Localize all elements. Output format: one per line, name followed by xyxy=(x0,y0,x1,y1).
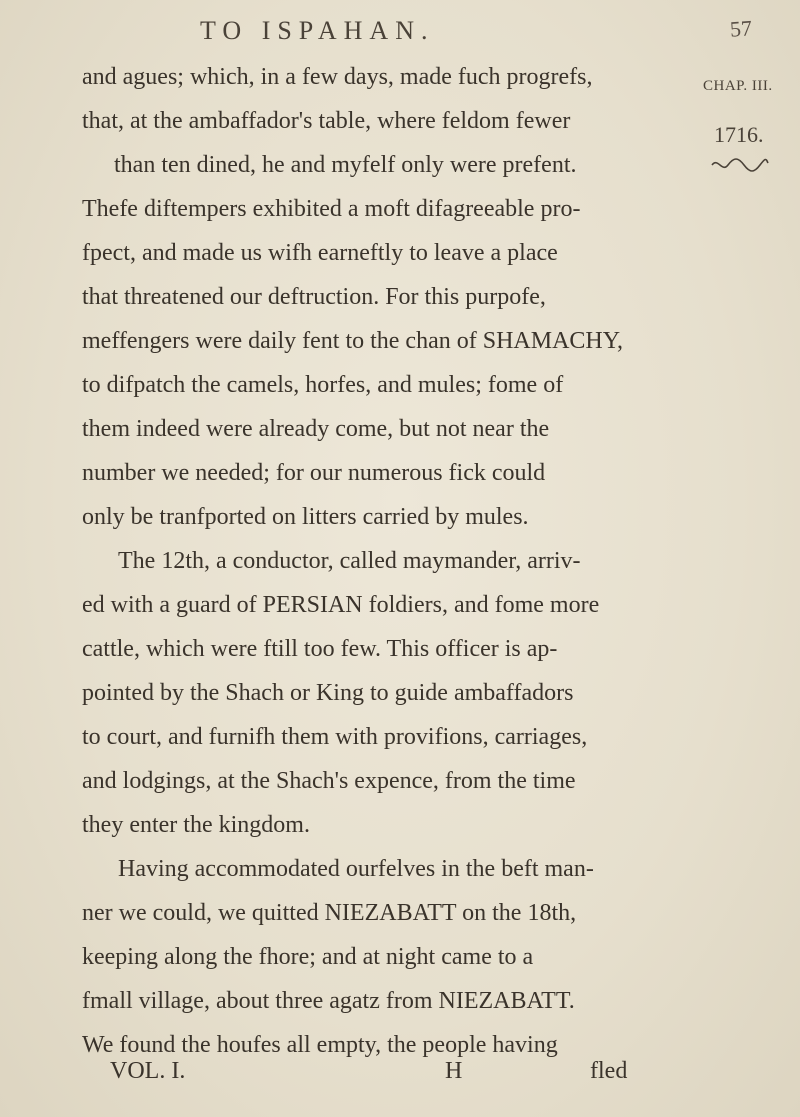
text-line: that threatened our deftruction. For this purpofe, xyxy=(82,284,546,310)
page-number: 57 xyxy=(729,15,753,42)
margin-year-note: 1716. xyxy=(714,122,764,147)
signature-mark: H xyxy=(445,1058,463,1084)
text-line: meffengers were daily fent to the chan of SHAMACHY, xyxy=(82,328,623,354)
text-line: cattle, which were ftill too few. This officer is ap- xyxy=(82,636,558,662)
running-head: TO ISPAHAN. xyxy=(200,16,435,45)
text-line: than ten dined, he and myfelf only were prefent. xyxy=(114,152,577,178)
margin-flourish-ornament xyxy=(710,155,770,175)
text-line: keeping along the fhore; and at night came to a xyxy=(82,944,534,970)
text-line: fmall village, about three agatz from NIEZABATT. xyxy=(82,988,575,1014)
catchword: fled xyxy=(590,1058,628,1084)
text-line: they enter the kingdom. xyxy=(82,812,310,838)
text-line: We found the houfes all empty, the people having xyxy=(82,1032,558,1058)
margin-chapter-note: CHAP. III. xyxy=(703,78,773,94)
text-line: number we needed; for our numerous fick could xyxy=(82,460,546,486)
text-line: them indeed were already come, but not near the xyxy=(82,416,550,442)
text-line: Having accommodated ourfelves in the beft man- xyxy=(118,856,594,882)
text-line: fpect, and made us wifh earneftly to leave a place xyxy=(82,240,558,266)
text-line: only be tranfported on litters carried by mules. xyxy=(82,504,529,530)
text-line: that, at the ambaffador's table, where feldom fewer xyxy=(82,108,571,134)
text-line: ner we could, we quitted NIEZABATT on the 18th, xyxy=(82,900,577,926)
text-line: Thefe diftempers exhibited a moft difagreeable pro- xyxy=(82,196,581,222)
text-line: and agues; which, in a few days, made fuch progrefs, xyxy=(82,64,593,90)
text-line: ed with a guard of PERSIAN foldiers, and fome more xyxy=(82,592,600,618)
text-line: The 12th, a conductor, called maymander, arriv- xyxy=(118,548,581,574)
text-line: to difpatch the camels, horfes, and mules; fome of xyxy=(82,372,564,398)
text-line: and lodgings, at the Shach's expence, from the time xyxy=(82,768,576,794)
volume-mark: VOL. I. xyxy=(110,1058,186,1084)
text-line: to court, and furnifh them with provifions, carriages, xyxy=(82,724,588,750)
text-line: pointed by the Shach or King to guide ambaffadors xyxy=(82,680,574,706)
